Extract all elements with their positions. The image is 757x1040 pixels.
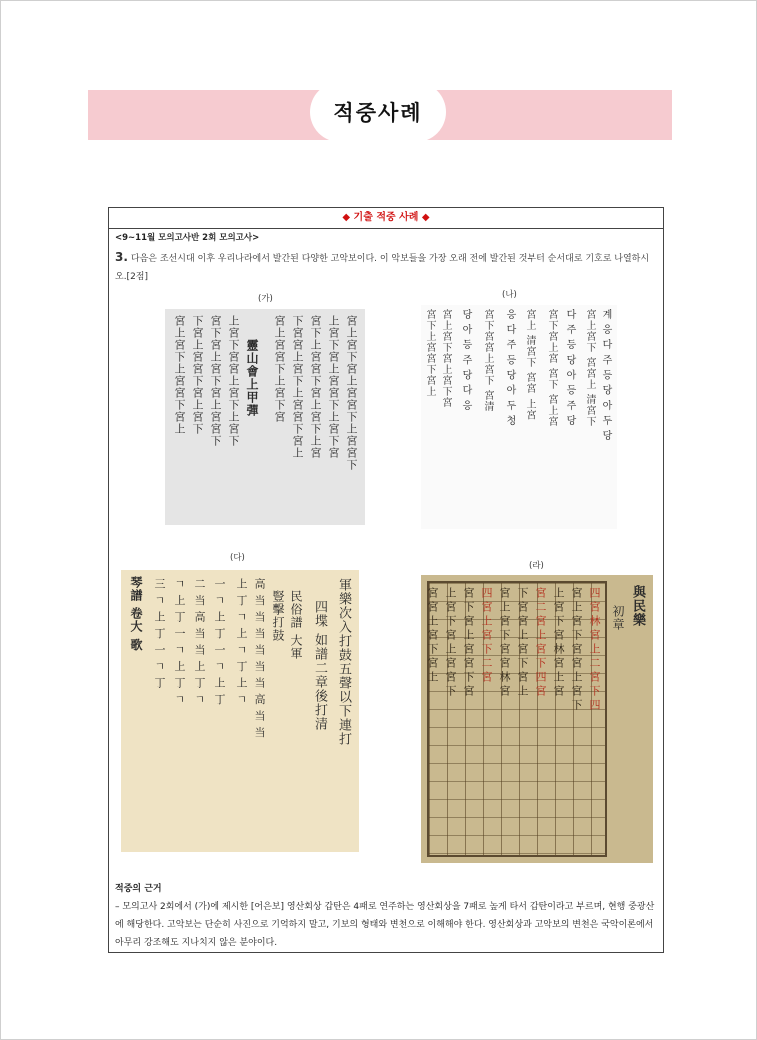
score-image-na: 계 응 다 주 등 당 아 두 당 宮上宮下 宮宮上 清宮下 다 주 등 당 아 등 주 당 宮下宮上宮 宮下 宮上宮 宮上 清宮下 宮宮 上宮 응 다 주 등 당 아 두 청 宮下宮宮上宮下 宮清 당 아 등 주 당 다 응 宮上宮下宮上宮下宮 宮下上宮宮下宮上 (421, 305, 617, 529)
basis-text: – 모의고사 2회에서 (가)에 제시한 [어은보] 영산회상 갑탄은 4패로 연주하는 영산회상을 7패로 높게 타서 갑탄이라고 부르며, 현행 중광산에 해당한다. 고악보는 단순히 사진으로 기억하지 말고, 기보의 형태와 변천으로 이해해야 한다. 영산회상과 고악보의 변천은 국악이론에서 아무리 강조해도 지나치지 않은 분야이다. (115, 902, 655, 948)
exam-box (108, 207, 664, 953)
caption-ra: (라) (529, 561, 544, 571)
question-number: 3. (115, 250, 128, 264)
score-image-ra: 與民樂 初章 四宮林宮上二宮下四 宮上宮下宮宮上宮下 上宮下宮林宮上宮 宮二宮上宮下四宮 下宮宮上宮下宮上 宮上宮下宮宮林宮 四宮上宮下二宮 宮下宮上宮宮下宮 上宮下宮上宮宮下 宮宮上宮下宮上 (421, 575, 653, 863)
question-text: 다음은 조선시대 이후 우리나라에서 발간된 다양한 고악보이다. 이 악보들을 가장 오래 전에 발간된 것부터 순서대로 기호로 나열하시오.[2점] (115, 254, 650, 282)
caption-da: (다) (230, 553, 245, 563)
caption-na: (나) (502, 290, 517, 300)
question (115, 248, 655, 286)
exam-subtitle: <9~11월 모의고사반 2회 모의고사> (115, 233, 260, 243)
page-title: 적중사례 (333, 101, 423, 125)
score-grid: 四宮林宮上二宮下四 宮上宮下宮宮上宮下 上宮下宮林宮上宮 宮二宮上宮下四宮 下宮宮上宮下宮上 宮上宮下宮宮林宮 四宮上宮下二宮 宮下宮上宮宮下宮 上宮下宮上宮宮下 宮宮上宮下宮上 (427, 581, 607, 857)
score-image-ga: 宮上宮下宮上宮宮下上宮宮下 上宮下宮上宮宮下上宮下宮 宮下上宮宮下宮上宮下上宮 下宮宮上宮下上宮宮下宮上 宮上宮宮下上宮下宮 靈山會上甲彈 上宮下宮宮上宮下上宮下 宮下宮上宮下宮上宮宮下 下宮上宮宮下宮上宮下 宮上宮下上宮宮下宮上 (165, 309, 365, 525)
score-image-da: 軍樂次入打鼓五聲以下連打 四堞 如譜二章後打清 民俗譜 大軍 豎擊打鼓 高 当 当 当 当 当 当 高 当 当 上 丁 ㄱ 上 ㄱ 丁 上 ㄱ 一 ㄱ 上 丁 一 ㄱ 上 丁 二 当 高 当 当 上 丁 ㄱ ㄱ 上 丁 一 ㄱ 上 丁 ㄱ 三 ㄱ 上 丁 一 ㄱ 丁 琴譜 卷大 歌 (121, 570, 359, 852)
basis-title: 적중의 근거 (115, 884, 162, 894)
title-pill (310, 82, 446, 142)
box-title: ◆ 기출 적중 사례 ◆ (109, 208, 663, 229)
caption-ga: (가) (258, 294, 273, 304)
